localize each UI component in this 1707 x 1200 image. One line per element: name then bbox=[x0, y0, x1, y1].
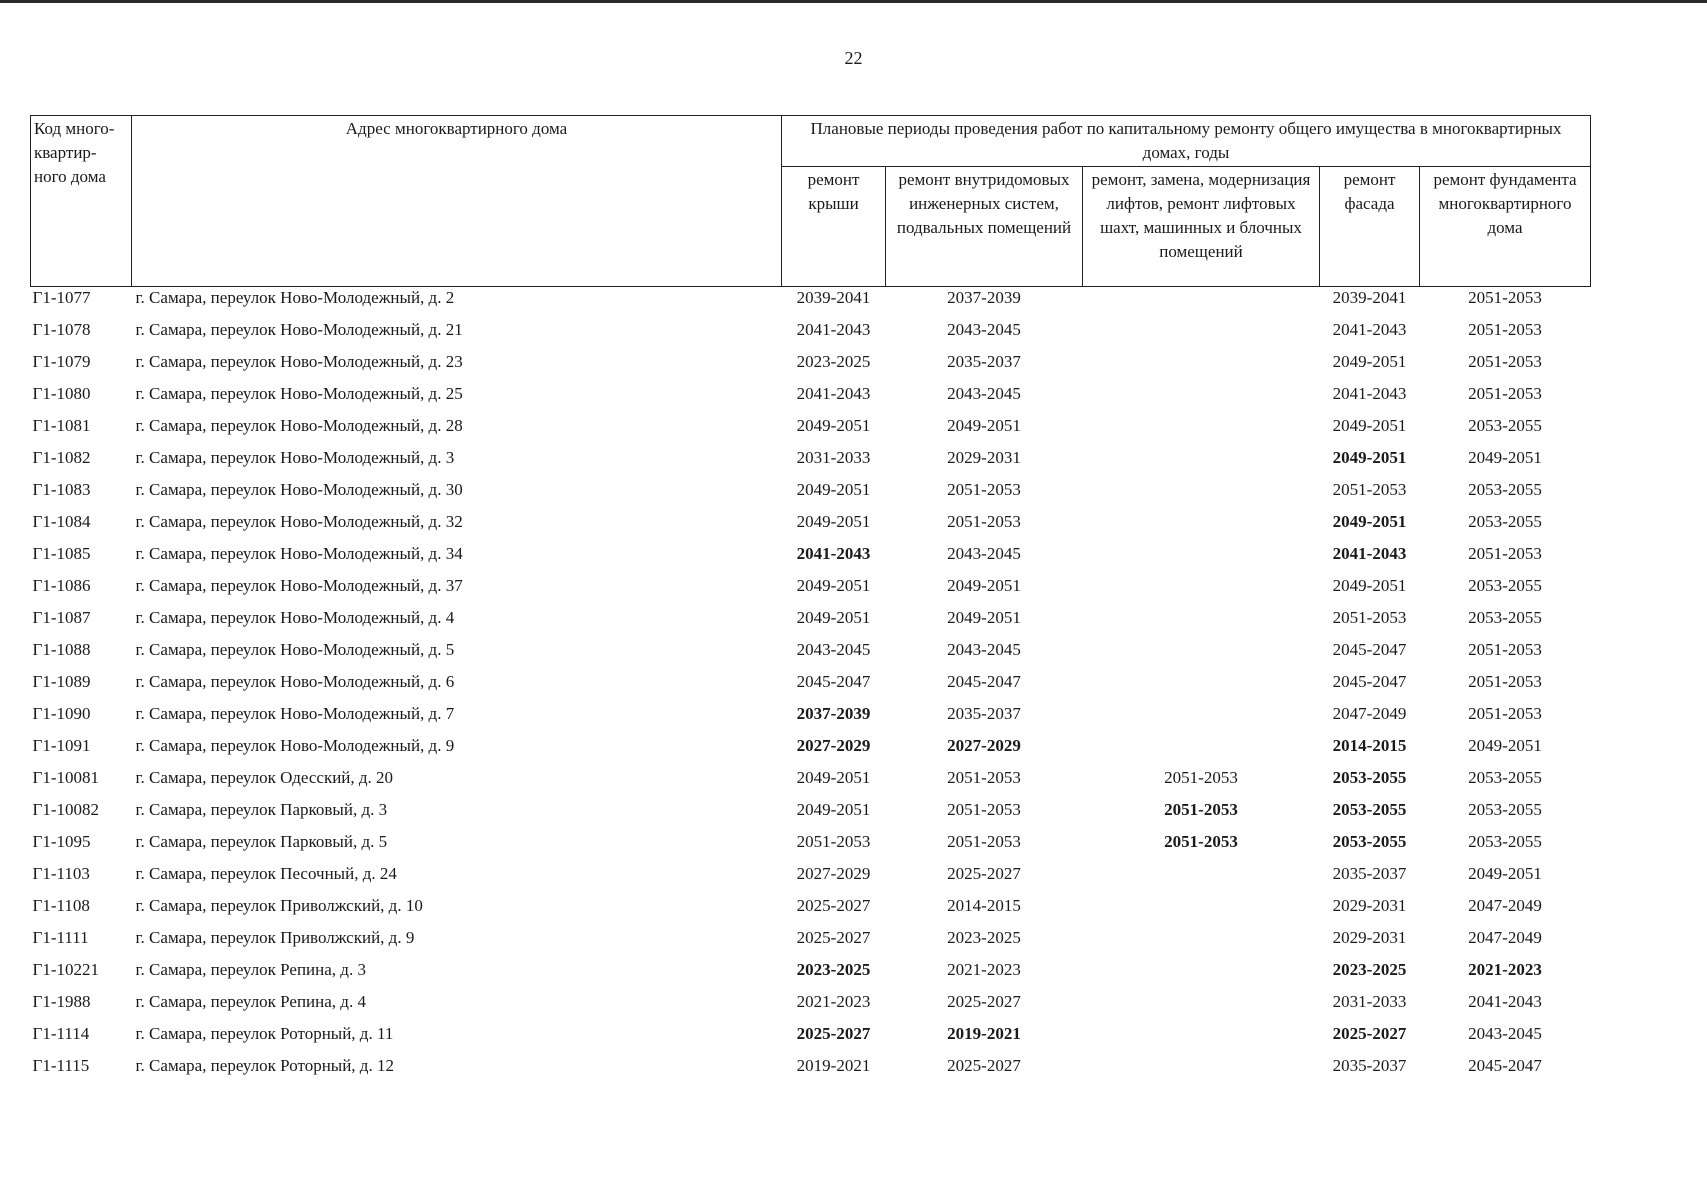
cell-lift-period bbox=[1083, 575, 1320, 607]
cell-facade-period: 2029-2031 bbox=[1332, 928, 1407, 947]
cell-code: Г1-1111 bbox=[32, 928, 89, 947]
cell-foundation-period: 2043-2045 bbox=[1468, 1024, 1542, 1043]
cell-facade-period: 2041-2043 bbox=[1332, 544, 1407, 563]
cell-foundation-period: 2053-2055 bbox=[1468, 832, 1542, 851]
cell-engineering-period: 2029-2031 bbox=[947, 448, 1021, 467]
cell-roof-period: 2049-2051 bbox=[796, 512, 871, 531]
cell-facade-period: 2049-2051 bbox=[1332, 448, 1407, 467]
table-row bbox=[31, 479, 1591, 511]
cell-lift-period bbox=[1083, 863, 1320, 895]
table-row bbox=[31, 991, 1591, 1023]
cell-facade-period: 2049-2051 bbox=[1332, 352, 1407, 371]
cell-facade-period: 2023-2025 bbox=[1332, 960, 1407, 979]
cell-engineering-period: 2035-2037 bbox=[947, 704, 1021, 723]
cell-facade-period: 2045-2047 bbox=[1332, 672, 1407, 691]
cell-roof-period: 2023-2025 bbox=[796, 352, 871, 371]
table-row bbox=[31, 959, 1591, 991]
cell-lift-period bbox=[1083, 319, 1320, 351]
cell-address: г. Самара, переулок Парковый, д. 3 bbox=[135, 800, 388, 819]
cell-address: г. Самара, переулок Ново-Молодежный, д. 7 bbox=[135, 704, 455, 723]
header-address: Адрес многоквартирного дома bbox=[132, 116, 782, 287]
table-row bbox=[31, 767, 1591, 799]
table-row bbox=[31, 863, 1591, 895]
table-header bbox=[31, 116, 1591, 287]
cell-foundation-period: 2053-2055 bbox=[1468, 480, 1542, 499]
repair-schedule-sheet bbox=[30, 115, 1590, 1087]
cell-code: Г1-1088 bbox=[32, 640, 91, 659]
table-row bbox=[31, 799, 1591, 831]
cell-facade-period: 2053-2055 bbox=[1332, 768, 1407, 787]
table-row bbox=[31, 383, 1591, 415]
table-row bbox=[31, 895, 1591, 927]
cell-roof-period: 2049-2051 bbox=[796, 416, 871, 435]
cell-engineering-period: 2043-2045 bbox=[947, 544, 1021, 563]
cell-foundation-period: 2051-2053 bbox=[1468, 672, 1542, 691]
cell-lift-period bbox=[1083, 991, 1320, 1023]
cell-engineering-period: 2025-2027 bbox=[947, 1056, 1021, 1075]
cell-address: г. Самара, переулок Ново-Молодежный, д. 5 bbox=[135, 640, 455, 659]
cell-facade-period: 2025-2027 bbox=[1332, 1024, 1407, 1043]
table-row bbox=[31, 607, 1591, 639]
cell-code: Г1-1115 bbox=[32, 1056, 90, 1075]
cell-lift-period bbox=[1083, 639, 1320, 671]
cell-foundation-period: 2045-2047 bbox=[1468, 1056, 1542, 1075]
cell-roof-period: 2025-2027 bbox=[796, 1024, 871, 1043]
table-row bbox=[31, 543, 1591, 575]
cell-engineering-period: 2043-2045 bbox=[947, 640, 1021, 659]
cell-code: Г1-1084 bbox=[32, 512, 91, 531]
cell-foundation-period: 2047-2049 bbox=[1468, 896, 1542, 915]
cell-facade-period: 2031-2033 bbox=[1332, 992, 1407, 1011]
cell-facade-period: 2049-2051 bbox=[1332, 416, 1407, 435]
cell-address: г. Самара, переулок Роторный, д. 11 bbox=[135, 1024, 394, 1043]
cell-address: г. Самара, переулок Ново-Молодежный, д. 9 bbox=[135, 736, 455, 755]
cell-lift-period bbox=[1083, 671, 1320, 703]
cell-lift-period bbox=[1083, 543, 1320, 575]
cell-code: Г1-1114 bbox=[32, 1024, 90, 1043]
cell-facade-period: 2014-2015 bbox=[1332, 736, 1407, 755]
cell-address: г. Самара, переулок Ново-Молодежный, д. 3 bbox=[135, 448, 455, 467]
cell-facade-period: 2045-2047 bbox=[1332, 640, 1407, 659]
table-row bbox=[31, 1055, 1591, 1087]
cell-code: Г1-10221 bbox=[32, 960, 99, 979]
cell-foundation-period: 2051-2053 bbox=[1468, 352, 1542, 371]
table-row bbox=[31, 511, 1591, 543]
cell-engineering-period: 2019-2021 bbox=[947, 1024, 1021, 1043]
cell-address: г. Самара, переулок Ново-Молодежный, д. 28 bbox=[135, 416, 463, 435]
cell-engineering-period: 2025-2027 bbox=[947, 992, 1021, 1011]
cell-foundation-period: 2047-2049 bbox=[1468, 928, 1542, 947]
cell-lift-period: 2051-2053 bbox=[1164, 832, 1238, 851]
cell-lift-period bbox=[1083, 927, 1320, 959]
cell-code: Г1-10082 bbox=[32, 800, 99, 819]
cell-facade-period: 2049-2051 bbox=[1332, 512, 1407, 531]
cell-code: Г1-1077 bbox=[32, 288, 91, 307]
table-row bbox=[31, 351, 1591, 383]
cell-roof-period: 2023-2025 bbox=[796, 960, 871, 979]
cell-address: г. Самара, переулок Ново-Молодежный, д. 30 bbox=[135, 480, 463, 499]
cell-lift-period bbox=[1083, 1055, 1320, 1087]
cell-address: г. Самара, переулок Приволжский, д. 9 bbox=[135, 928, 415, 947]
cell-facade-period: 2035-2037 bbox=[1332, 1056, 1407, 1075]
table-row bbox=[31, 415, 1591, 447]
cell-foundation-period: 2049-2051 bbox=[1468, 736, 1542, 755]
cell-foundation-period: 2053-2055 bbox=[1468, 512, 1542, 531]
cell-facade-period: 2053-2055 bbox=[1332, 832, 1407, 851]
cell-code: Г1-1078 bbox=[32, 320, 91, 339]
table-row bbox=[31, 1023, 1591, 1055]
cell-lift-period bbox=[1083, 351, 1320, 383]
cell-lift-period bbox=[1083, 1023, 1320, 1055]
cell-engineering-period: 2035-2037 bbox=[947, 352, 1021, 371]
cell-address: г. Самара, переулок Ново-Молодежный, д. 4 bbox=[135, 608, 455, 627]
cell-lift-period bbox=[1083, 703, 1320, 735]
cell-roof-period: 2051-2053 bbox=[796, 832, 871, 851]
header-foundation: ремонт фундамента многоквартирного дома bbox=[1420, 167, 1591, 287]
cell-code: Г1-1988 bbox=[32, 992, 91, 1011]
cell-foundation-period: 2049-2051 bbox=[1468, 864, 1542, 883]
header-lift: ремонт, замена, модернизация лифтов, ремонт лифтовых шахт, машинных и блочных помещений bbox=[1083, 167, 1320, 287]
table-body bbox=[31, 287, 1591, 1088]
cell-engineering-period: 2027-2029 bbox=[947, 736, 1021, 755]
cell-lift-period bbox=[1083, 479, 1320, 511]
cell-roof-period: 2041-2043 bbox=[796, 384, 871, 403]
cell-roof-period: 2041-2043 bbox=[796, 544, 871, 563]
cell-foundation-period: 2051-2053 bbox=[1468, 384, 1542, 403]
cell-code: Г1-1091 bbox=[32, 736, 91, 755]
cell-roof-period: 2045-2047 bbox=[796, 672, 871, 691]
cell-roof-period: 2041-2043 bbox=[796, 320, 871, 339]
table-row bbox=[31, 639, 1591, 671]
scan-top-edge bbox=[0, 0, 1707, 3]
cell-foundation-period: 2051-2053 bbox=[1468, 288, 1542, 307]
cell-engineering-period: 2043-2045 bbox=[947, 384, 1021, 403]
cell-code: Г1-1090 bbox=[32, 704, 91, 723]
cell-foundation-period: 2053-2055 bbox=[1468, 768, 1542, 787]
cell-roof-period: 2021-2023 bbox=[796, 992, 871, 1011]
cell-engineering-period: 2021-2023 bbox=[947, 960, 1021, 979]
repair-schedule-table bbox=[30, 115, 1591, 1087]
cell-lift-period bbox=[1083, 287, 1320, 320]
cell-code: Г1-1083 bbox=[32, 480, 91, 499]
header-facade: ремонт фасада bbox=[1320, 167, 1420, 287]
cell-lift-period bbox=[1083, 959, 1320, 991]
cell-roof-period: 2025-2027 bbox=[796, 896, 871, 915]
cell-engineering-period: 2051-2053 bbox=[947, 832, 1021, 851]
cell-foundation-period: 2053-2055 bbox=[1468, 608, 1542, 627]
cell-address: г. Самара, переулок Роторный, д. 12 bbox=[135, 1056, 394, 1075]
table-row bbox=[31, 671, 1591, 703]
cell-code: Г1-1086 bbox=[32, 576, 91, 595]
cell-code: Г1-1089 bbox=[32, 672, 91, 691]
header-code: Код много-квартир-ного дома bbox=[31, 116, 132, 287]
cell-engineering-period: 2045-2047 bbox=[947, 672, 1021, 691]
cell-address: г. Самара, переулок Ново-Молодежный, д. 6 bbox=[135, 672, 455, 691]
cell-address: г. Самара, переулок Ново-Молодежный, д. 37 bbox=[135, 576, 463, 595]
cell-lift-period bbox=[1083, 607, 1320, 639]
cell-code: Г1-1087 bbox=[32, 608, 91, 627]
cell-engineering-period: 2025-2027 bbox=[947, 864, 1021, 883]
cell-roof-period: 2049-2051 bbox=[796, 800, 871, 819]
cell-foundation-period: 2051-2053 bbox=[1468, 704, 1542, 723]
cell-foundation-period: 2053-2055 bbox=[1468, 576, 1542, 595]
cell-facade-period: 2035-2037 bbox=[1332, 864, 1407, 883]
header-roof: ремонт крыши bbox=[782, 167, 886, 287]
cell-lift-period bbox=[1083, 735, 1320, 767]
cell-address: г. Самара, переулок Ново-Молодежный, д. 32 bbox=[135, 512, 463, 531]
cell-foundation-period: 2051-2053 bbox=[1468, 320, 1542, 339]
cell-roof-period: 2027-2029 bbox=[796, 736, 871, 755]
cell-foundation-period: 2041-2043 bbox=[1468, 992, 1542, 1011]
cell-engineering-period: 2049-2051 bbox=[947, 416, 1021, 435]
cell-engineering-period: 2051-2053 bbox=[947, 512, 1021, 531]
cell-facade-period: 2041-2043 bbox=[1332, 320, 1407, 339]
cell-roof-period: 2039-2041 bbox=[796, 288, 871, 307]
cell-roof-period: 2049-2051 bbox=[796, 480, 871, 499]
cell-foundation-period: 2021-2023 bbox=[1468, 960, 1542, 979]
cell-engineering-period: 2023-2025 bbox=[947, 928, 1021, 947]
cell-code: Г1-1095 bbox=[32, 832, 91, 851]
cell-code: Г1-1085 bbox=[32, 544, 91, 563]
table-row bbox=[31, 287, 1591, 320]
cell-lift-period bbox=[1083, 511, 1320, 543]
cell-roof-period: 2049-2051 bbox=[796, 576, 871, 595]
page-number: 22 bbox=[844, 48, 863, 68]
cell-lift-period bbox=[1083, 383, 1320, 415]
cell-facade-period: 2053-2055 bbox=[1332, 800, 1407, 819]
cell-facade-period: 2047-2049 bbox=[1332, 704, 1407, 723]
cell-roof-period: 2027-2029 bbox=[796, 864, 871, 883]
cell-roof-period: 2025-2027 bbox=[796, 928, 871, 947]
cell-roof-period: 2049-2051 bbox=[796, 608, 871, 627]
cell-address: г. Самара, переулок Ново-Молодежный, д. 23 bbox=[135, 352, 463, 371]
table-row bbox=[31, 319, 1591, 351]
cell-address: г. Самара, переулок Репина, д. 4 bbox=[135, 992, 366, 1011]
cell-engineering-period: 2014-2015 bbox=[947, 896, 1021, 915]
cell-code: Г1-10081 bbox=[32, 768, 99, 787]
cell-lift-period bbox=[1083, 447, 1320, 479]
table-row bbox=[31, 703, 1591, 735]
cell-address: г. Самара, переулок Ново-Молодежный, д. 34 bbox=[135, 544, 463, 563]
cell-code: Г1-1079 bbox=[32, 352, 91, 371]
cell-foundation-period: 2053-2055 bbox=[1468, 416, 1542, 435]
cell-engineering-period: 2051-2053 bbox=[947, 480, 1021, 499]
table-row bbox=[31, 927, 1591, 959]
cell-roof-period: 2049-2051 bbox=[796, 768, 871, 787]
table-row bbox=[31, 831, 1591, 863]
cell-lift-period: 2051-2053 bbox=[1164, 800, 1238, 819]
header-engineering: ремонт внутридомовых инженерных систем, подвальных помещений bbox=[886, 167, 1083, 287]
cell-lift-period bbox=[1083, 895, 1320, 927]
cell-engineering-period: 2051-2053 bbox=[947, 768, 1021, 787]
cell-engineering-period: 2049-2051 bbox=[947, 576, 1021, 595]
cell-engineering-period: 2043-2045 bbox=[947, 320, 1021, 339]
cell-address: г. Самара, переулок Ново-Молодежный, д. 25 bbox=[135, 384, 463, 403]
cell-lift-period: 2051-2053 bbox=[1164, 768, 1238, 787]
cell-code: Г1-1080 bbox=[32, 384, 91, 403]
cell-facade-period: 2051-2053 bbox=[1332, 608, 1407, 627]
cell-roof-period: 2037-2039 bbox=[796, 704, 871, 723]
cell-facade-period: 2041-2043 bbox=[1332, 384, 1407, 403]
cell-facade-period: 2051-2053 bbox=[1332, 480, 1407, 499]
cell-foundation-period: 2049-2051 bbox=[1468, 448, 1542, 467]
cell-roof-period: 2019-2021 bbox=[796, 1056, 871, 1075]
table-row bbox=[31, 447, 1591, 479]
cell-code: Г1-1082 bbox=[32, 448, 91, 467]
cell-address: г. Самара, переулок Ново-Молодежный, д. 21 bbox=[135, 320, 463, 339]
cell-engineering-period: 2051-2053 bbox=[947, 800, 1021, 819]
header-planned-periods: Плановые периоды проведения работ по капитальному ремонту общего имущества в многоквартирных домах, годы bbox=[782, 116, 1591, 167]
cell-foundation-period: 2053-2055 bbox=[1468, 800, 1542, 819]
cell-address: г. Самара, переулок Одесский, д. 20 bbox=[135, 768, 394, 787]
cell-address: г. Самара, переулок Репина, д. 3 bbox=[135, 960, 366, 979]
cell-foundation-period: 2051-2053 bbox=[1468, 544, 1542, 563]
cell-address: г. Самара, переулок Ново-Молодежный, д. 2 bbox=[135, 288, 455, 307]
cell-engineering-period: 2049-2051 bbox=[947, 608, 1021, 627]
table-row bbox=[31, 575, 1591, 607]
cell-engineering-period: 2037-2039 bbox=[947, 288, 1021, 307]
cell-facade-period: 2029-2031 bbox=[1332, 896, 1407, 915]
cell-code: Г1-1081 bbox=[32, 416, 91, 435]
cell-foundation-period: 2051-2053 bbox=[1468, 640, 1542, 659]
cell-address: г. Самара, переулок Парковый, д. 5 bbox=[135, 832, 388, 851]
cell-code: Г1-1103 bbox=[32, 864, 90, 883]
cell-roof-period: 2043-2045 bbox=[796, 640, 871, 659]
cell-code: Г1-1108 bbox=[32, 896, 90, 915]
cell-lift-period bbox=[1083, 415, 1320, 447]
cell-facade-period: 2049-2051 bbox=[1332, 576, 1407, 595]
table-row bbox=[31, 735, 1591, 767]
cell-facade-period: 2039-2041 bbox=[1332, 288, 1407, 307]
cell-roof-period: 2031-2033 bbox=[796, 448, 871, 467]
cell-address: г. Самара, переулок Приволжский, д. 10 bbox=[135, 896, 423, 915]
cell-address: г. Самара, переулок Песочный, д. 24 bbox=[135, 864, 397, 883]
